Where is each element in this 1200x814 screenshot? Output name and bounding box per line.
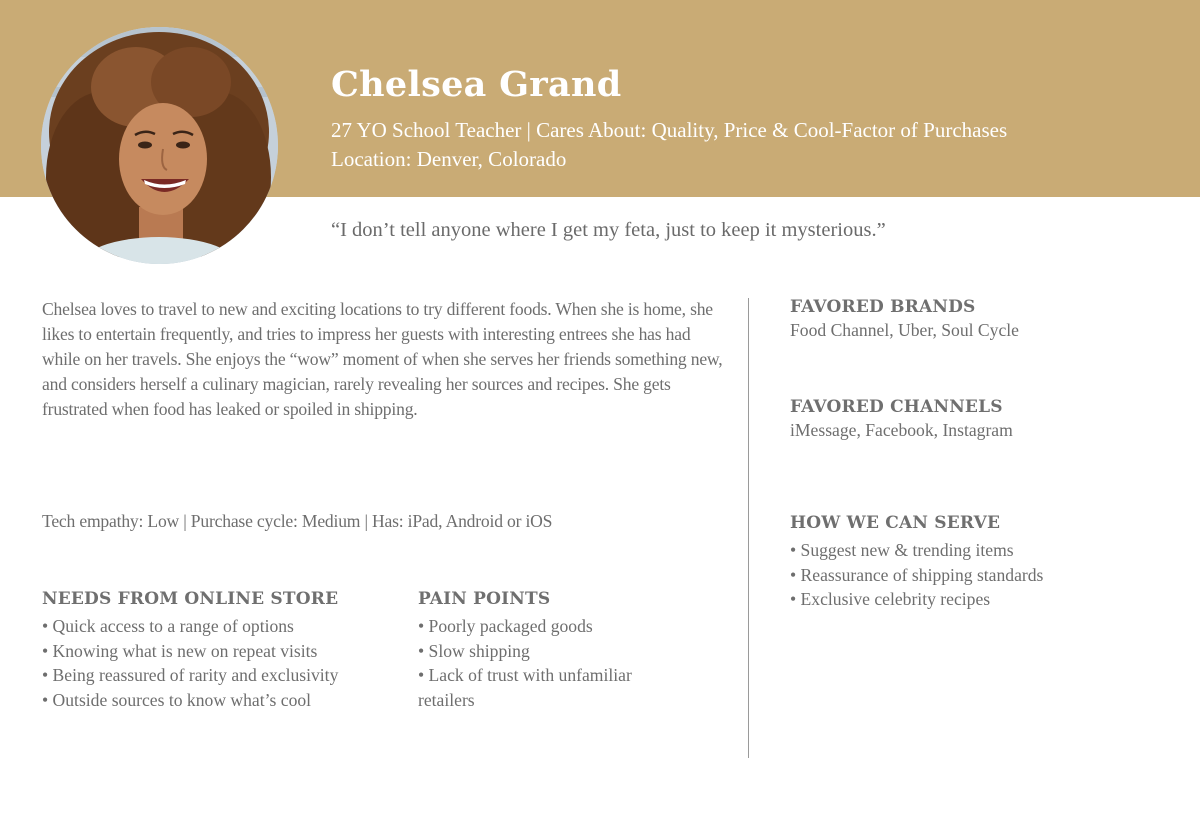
list-item: • Outside sources to know what’s cool	[42, 690, 312, 711]
persona-avatar	[41, 27, 278, 264]
persona-subtitle: 27 YO School Teacher | Cares About: Quality, Price & Cool-Factor of Purchases	[331, 118, 1008, 142]
pain-points-title: PAIN POINTS	[418, 589, 551, 609]
needs-list	[42, 614, 387, 713]
list-item: • Reassurance of shipping standards	[790, 564, 1044, 585]
favored-brands-text: Food Channel, Uber, Soul Cycle	[790, 320, 1019, 340]
list-item: • Slow shipping	[418, 640, 530, 661]
how-we-can-serve-list	[790, 538, 1170, 612]
favored-brands-title: FAVORED BRANDS	[790, 297, 976, 317]
persona-photo-image	[41, 27, 278, 264]
persona-bio: Chelsea loves to travel to new and exciting locations to try different foods. When she is home, she likes to entertain frequently, and tries to impress her guests with interesting entrees she has had while on her travels. She enjoys the “wow” moment of when she serves her friends something new, and considers herself a culinary magician, rarely revealing her sources and recipes. She gets frustrated when food has leaked or spoiled in shipping.	[42, 299, 723, 419]
list-item: • Quick access to a range of options	[42, 616, 294, 636]
how-we-can-serve-title: HOW WE CAN SERVE	[790, 513, 1001, 533]
list-item: • Being reassured of rarity and exclusivity	[42, 665, 339, 686]
persona-location: Location: Denver, Colorado	[331, 147, 567, 171]
favored-channels-text: iMessage, Facebook, Instagram	[790, 420, 1013, 440]
list-item: • Poorly packaged goods	[418, 616, 593, 636]
persona-quote: “I don’t tell anyone where I get my feta, just to keep it mysterious.”	[331, 219, 886, 241]
list-item: • Knowing what is new on repeat visits	[42, 640, 318, 661]
list-item: • Exclusive celebrity recipes	[790, 589, 991, 610]
column-divider	[748, 298, 749, 758]
tech-summary: Tech empathy: Low | Purchase cycle: Medium | Has: iPad, Android or iOS	[42, 511, 553, 531]
persona-name: Chelsea Grand	[331, 64, 622, 105]
pain-points-list	[418, 614, 688, 713]
list-item: • Lack of trust with unfamiliar retailers	[418, 665, 632, 711]
needs-title: NEEDS FROM ONLINE STORE	[42, 589, 339, 609]
list-item: • Suggest new & trending items	[790, 540, 1014, 560]
favored-channels-title: FAVORED CHANNELS	[790, 397, 1003, 417]
